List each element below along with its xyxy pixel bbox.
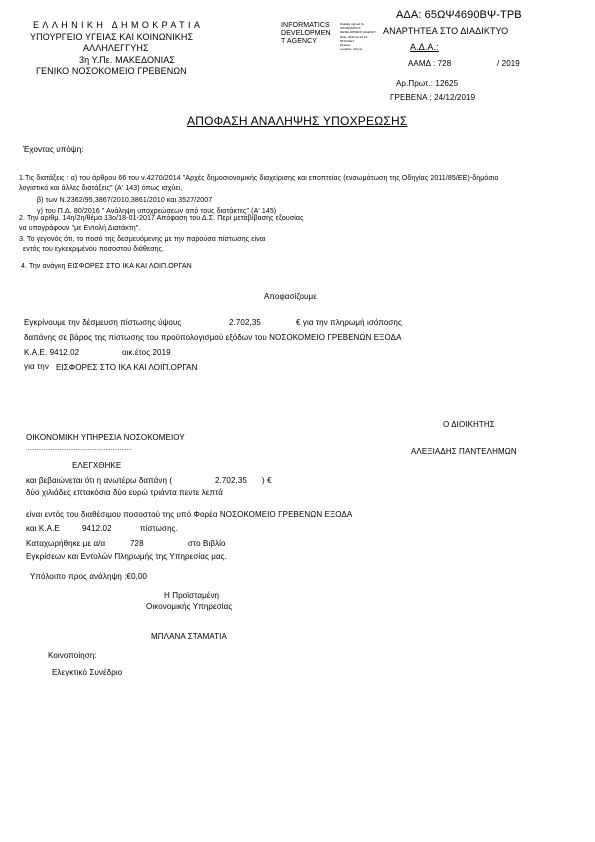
signature-detail: Location: Athens xyxy=(340,47,363,52)
head-service: Οικονομικής Υπηρεσίας xyxy=(146,602,233,611)
recital-4: 4. Την ανάγκη ΕΙΣΦΟΡΕΣ ΣΤΟ ΙΚΑ ΚΑΙ ΛΟΙΠ.ΟΡΓΑΝ xyxy=(21,263,192,270)
recital-1c: β) των Ν.2362/95,3867/2010,3861/2010 και 3527/2007 xyxy=(37,197,213,204)
director-title: Ο ΔΙΟΙΚΗΤΗΣ xyxy=(443,420,495,429)
kae2-code: 9412.02 xyxy=(82,524,112,533)
ministry-line: ΥΠΟΥΡΓΕΙΟ ΥΓΕΙΑΣ ΚΑΙ ΚΟΙΝΩΝΙΚΗΣ xyxy=(30,32,194,42)
expense-line: δαπάνης σε βάρος της πίστωσης του προϋπολογισμού εξόδων του ΝΟΣΟΚΟΜΕΙΟ ΓΡΕΒΕΝΩΝ ΕΞΟΔΑ xyxy=(24,333,402,342)
fiscal-year: οικ.έτος 2019 xyxy=(122,348,171,357)
recital-2b: να υπογράφουν "με Εντολή Διατάκτη". xyxy=(19,225,141,232)
signature-details xyxy=(340,22,376,51)
head-title: Η Προϊσταμένη xyxy=(164,591,220,600)
decision-heading: Αποφασίζουμε xyxy=(264,292,317,301)
registered-text-end: στο Βιβλίο xyxy=(188,539,226,548)
logo-line-3: T AGENCY xyxy=(281,38,318,46)
signature-detail: Date: 2019.12.24 13: xyxy=(340,34,369,39)
notification-recipient: Ελεγκτικό Συνέδριο xyxy=(52,668,123,677)
recital-3b: εντός του εγκεκριμένου ποσοστού διάθεσης. xyxy=(23,246,165,253)
kae-code: Κ.Α.Ε. 9412.02 xyxy=(24,348,80,357)
hospital-line: ΓΕΝΙΚΟ ΝΟΣΟΚΟΜΕΙΟ ΓΡΕΒΕΝΩΝ xyxy=(36,66,187,76)
registered-text: Καταχωρήθηκε με α/α xyxy=(26,539,106,548)
certify-amount: 2.702,35 xyxy=(215,476,247,485)
recital-1b: λογιστικό και άλλες διατάξεις" (Α' 143) όπως ισχύει, xyxy=(19,185,183,192)
city-date: ΓΡΕΒΕΝΑ : 24/12/2019 xyxy=(390,93,476,102)
solidarity-line: ΑΛΛΗΛΕΓΓΥΗΣ xyxy=(83,43,149,53)
approve-text: Εγκρίνουμε την δέσμευση πίστωσης ύψους xyxy=(24,318,182,327)
region-line: 3η Υ.Πε. ΜΑΚΕΔΟΝΙΑΣ xyxy=(79,55,176,65)
certify-text: και βεβαιώνεται ότι η ανωτέρω δαπάνη ( xyxy=(26,476,173,485)
purpose-value: ΕΙΣΦΟΡΕΣ ΣΤΟ ΙΚΑ ΚΑΙ ΛΟΙΠ.ΟΡΓΑΝ xyxy=(56,363,198,372)
head-name: ΜΠΛΑΝΑ ΣΤΑΜΑΤΙΑ xyxy=(151,632,227,641)
signature-detail: DEVELOPMENT AGENCY xyxy=(340,30,376,35)
checked-heading: ΕΛΕΓΧΘΗΚΕ xyxy=(72,461,122,470)
notification-label: Κοινοποίηση: xyxy=(48,651,97,660)
remaining-balance: Υπόλοιπο προς ανάληψη :€0,00 xyxy=(30,572,148,581)
recital-1d: γ) του Π.Δ. 80/2016 " Ανάληψη υποχρεώσεων από τους διατάκτες" (Α' 145) xyxy=(37,208,277,215)
signature-dots: ............................................................ xyxy=(26,446,133,452)
recital-1a: 1.Τις διατάξεις : α) του άρθρου 66 του ν.4270/2014 "Αρχές δημοσιονομικής διαχείρισης και εποπτείας (ενσωμάτωση της Οδηγίας 2011/85/ΕΕ)-δημόσιο xyxy=(19,175,499,182)
finance-service: ΟΙΚΟΝΟΜΙΚΗ ΥΠΗΡΕΣΙΑ ΝΟΣΟΚΟΜΕΙΟΥ xyxy=(26,433,185,442)
director-name: ΑΛΕΞΙΑΔΗΣ ΠΑΝΤΕΛΗΜΩΝ xyxy=(411,447,517,456)
logo-line-2: DEVELOPMEN xyxy=(281,30,331,38)
approvals-line: Εγκρίσεων και Εντολών Πληρωμής της Υπηρεσίας μας. xyxy=(26,552,227,561)
recital-3a: 3. Το γεγονός ότι, το ποσό της δεσμευόμενης με την παρούσα πίστωσης είναι xyxy=(19,236,266,243)
logo-line-1: INFORMATICS xyxy=(281,22,330,29)
document-title: ΑΠΟΦΑΣΗ ΑΝΑΛΗΨΗΣ ΥΠΟΧΡΕΩΣΗΣ xyxy=(187,114,408,128)
approve-text-end: € για την πληρωμή ισόποσης xyxy=(296,318,402,327)
republic-heading: ΕΛΛΗΝΙΚΗ ΔΗΜΟΚΡΑΤΙΑ xyxy=(33,20,204,30)
considering-heading: Έχοντας υπόψη: xyxy=(23,145,84,154)
credit-word: πίστωσης. xyxy=(140,524,178,533)
approved-amount: 2.702,35 xyxy=(229,318,261,327)
signature-detail: Digitally signed by xyxy=(340,22,365,26)
posting-notice: ΑΝΑΡΤΗΤΕΑ ΣΤΟ ΔΙΑΔΙΚΤΥΟ xyxy=(383,26,509,36)
signature-logo xyxy=(281,22,343,46)
availability-line: είναι εντός του διαθέσιμου ποσοστού της υπό Φορέα ΝΟΣΟΚΟΜΕΙΟ ΓΡΕΒΕΝΩΝ ΕΞΟΔΑ xyxy=(26,510,353,519)
kae2-label: και Κ.Α.Ε xyxy=(26,524,60,533)
signature-detail: INFORMATICS xyxy=(340,26,361,31)
signature-detail: Reason: xyxy=(340,43,352,48)
registered-number: 728 xyxy=(130,539,144,548)
certify-text-end: ) € xyxy=(262,476,272,485)
amount-in-words: δύο χιλιάδες επτακόσια δύο ευρώ τριάντα πεντε λεπτά xyxy=(26,488,224,497)
ada-code: ΑΔΑ: 65ΩΨ4690ΒΨ-ΤΡΒ xyxy=(396,9,522,21)
ada-label: Α.Δ.Α.: xyxy=(410,42,439,52)
signature-detail: 55:53 EET xyxy=(340,38,355,43)
protocol-number: Αρ.Πρωτ.: 12625 xyxy=(396,79,459,88)
recital-2a: 2. Την αριθμ. 14η/2η/θέμα 13ο/18-01-2017 Απόφαση του Δ.Σ. Περί μεταβίβασης εξουσίας xyxy=(19,215,304,222)
purpose-label: για την xyxy=(24,362,49,371)
aamd-year: / 2019 xyxy=(497,59,520,68)
aamd-number: ΑΑΜΔ : 728 xyxy=(408,59,452,68)
